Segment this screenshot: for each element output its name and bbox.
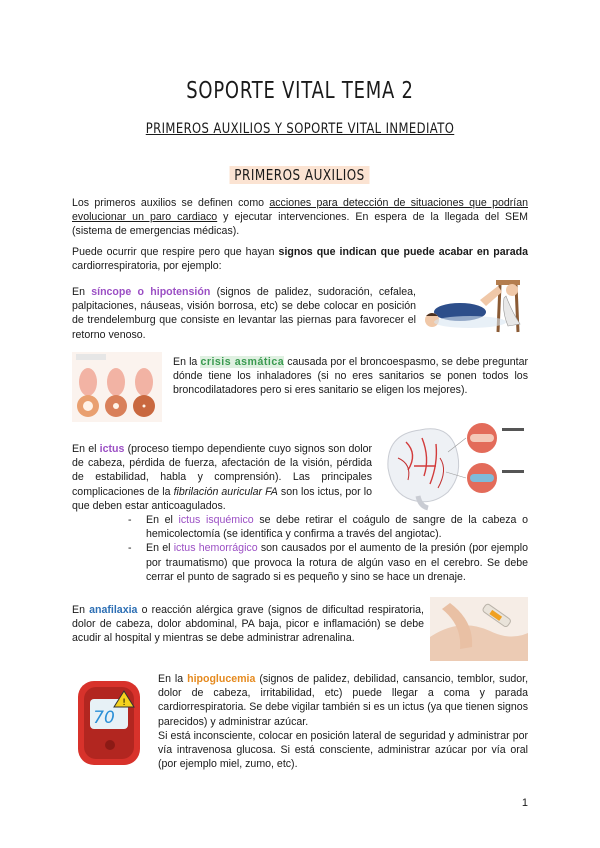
sincope-paragraph [72,285,416,342]
ictus-list [128,513,528,584]
sincope-term: síncope o hipotensión [91,286,211,298]
asma-term: crisis asmática [200,356,285,368]
document-subtitle: PRIMEROS AUXILIOS Y SOPORTE VITAL INMEDIATO [145,121,455,137]
signs-bold: signos que indican que puede acabar en parada [278,246,528,258]
anafilaxia-text-1: En [72,604,90,616]
ictus-text-2: (proceso tiempo dependiente cuyo signos son dolor de cabeza, pérdida de fuerza, afectación de la visión, pérdida de estabilidad, habla y comprensión). Las principales complicaciones de la [72,443,372,498]
intro-text-1: Los primeros auxilios se definen como [72,197,270,209]
sincope-text-1: En [72,286,92,298]
ictus-list-item [128,513,528,541]
ictus-italic: fibrilación auricular FA [173,485,278,498]
glucometer-illustration [72,673,150,773]
section-heading: PRIMEROS AUXILIOS [230,166,370,184]
asma-paragraph [173,355,528,398]
lungs-illustration [72,352,162,422]
intro-underlined: acciones para detección de situaciones que podrían evolucionar un paro cardiaco [72,197,528,224]
hemorragico-text-1: En el [146,542,174,555]
ictus-paragraph [72,442,372,513]
page-number: 1 [521,797,528,809]
signs-text-1: Puede ocurrir que respire pero que hayan [72,246,279,258]
anafilaxia-paragraph [72,603,424,646]
ictus-text-1: En el [72,443,100,455]
hipo-text-2: (signos de palidez, debilidad, cansancio, temblor, sudor, dolor de cabeza, irritabilidad, etc) puede llegar a coma y parada cardiorrespiratoria. Se debe vigilar también si es un ictus (ya que tienen signos parecidos) y administrar azúcar. [158,673,529,728]
asma-text-1: En la [173,356,201,368]
isquemico-text-1: En el [146,514,179,526]
anafilaxia-text-2: o reacción alérgica grave (signos de dificultad respiratoria, dolor de cabeza, dolor abdominal, PA baja, picor e inflamación) se debe acudir al hospital y mientras se debe administrar adrenalina. [72,604,424,645]
isquemico-text-2: se debe retirar el coágulo de sangre de la cabeza o hemicolectomía (se identifica y confirma a través del angiotac). [146,514,528,541]
hemorragico-text-2: son causados por el aumento de la presión (por ejemplo por traumatismo) que provoca la rotura de algún vaso en el cerebro. Se debe cerrar el punto de sagrado si es pequeño y sino se hace un drenaje. [146,542,529,583]
ictus-term: ictus [99,443,125,455]
intro-text-2: y ejecutar intervenciones. En espera de la llegada del SEM (sistema de emergencias médicas). [72,211,528,238]
svg-text:!: ! [122,698,126,708]
asma-text-2: causada por el broncoespasmo, se debe preguntar dónde tiene los inhaladores (si no eres sanitarios se ponen todos los broncodilatadores pero si eres sanitario se eligen los mejores). [173,356,528,397]
hipo-text-1: En la [158,673,188,685]
ictus-text-3: son los ictus, por lo que deben estar anticoagulados. [72,485,372,512]
hipoglucemia-treatment: Si está inconsciente, colocar en posición lateral de seguridad y administrar por vía intravenosa glucosa. Si está consciente, administrar azúcar por vía oral (por ejemplo miel, zumo, etc). [158,729,528,771]
hipoglucemia-block [158,672,528,771]
trendelenburg-illustration [420,266,528,338]
intro-paragraph [72,196,528,239]
sincope-text-2: (signos de palidez, sudoración, cefalea, palpitaciones, náuseas, visión borrosa, etc) se debe colocar en posición de trendelemburg que consiste en levantar las piernas para favorecer el retorno venoso. [72,286,416,341]
document-title: SOPORTE VITAL TEMA 2 [186,78,414,104]
hemorragico-term: ictus hemorrágico [173,542,258,555]
anafilaxia-term: anafilaxia [89,604,138,616]
ictus-list-item [128,541,528,584]
isquemico-term: ictus isquémico [178,514,254,526]
hipo-term: hipoglucemia [187,673,256,685]
signs-text-2: cardiorrespiratoria, por ejemplo: [72,260,222,273]
glucometer-reading: 70 [93,708,115,728]
hipoglucemia-paragraph [158,672,528,729]
brain-stroke-illustration [378,418,528,512]
adrenaline-injection-illustration [430,597,528,661]
section-heading-wrap [0,166,600,185]
